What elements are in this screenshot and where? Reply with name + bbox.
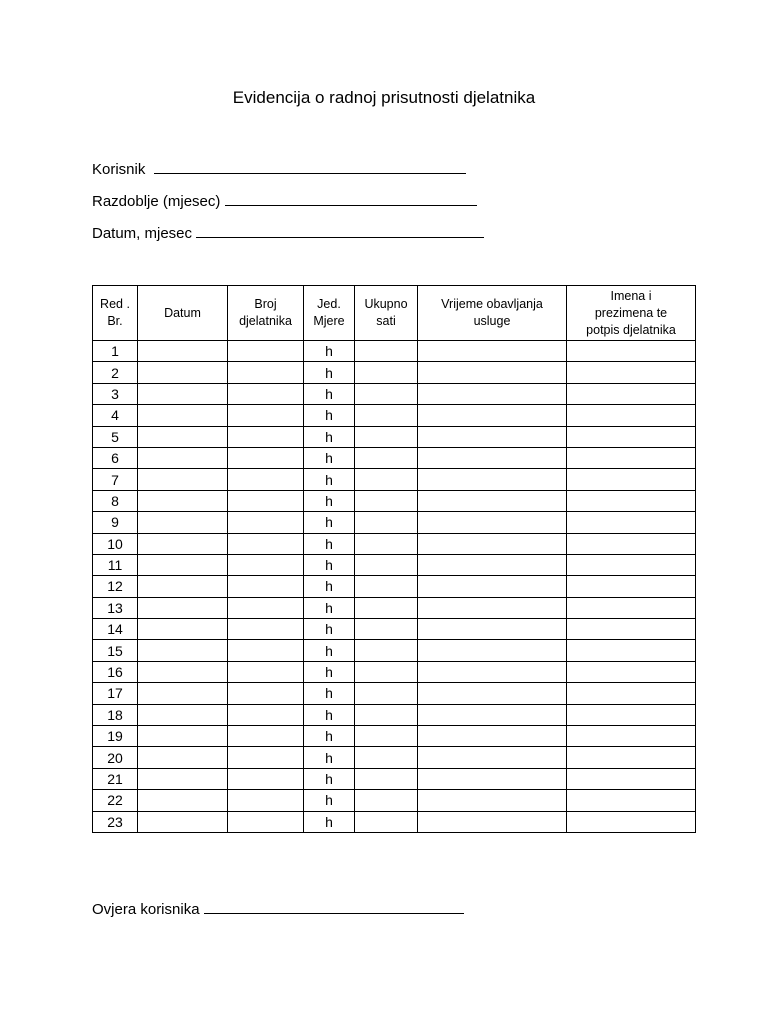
cell-jed-mjere: h: [304, 512, 355, 533]
cell-datum[interactable]: [138, 619, 228, 640]
row-number: 15: [93, 640, 138, 661]
cell-broj-djelatnika[interactable]: [228, 790, 304, 811]
table-row: [93, 490, 696, 511]
cell-broj-djelatnika[interactable]: [228, 768, 304, 789]
row-number: 17: [93, 683, 138, 704]
row-number: 1: [93, 341, 138, 362]
cell-vrijeme[interactable]: [418, 533, 567, 554]
table-row: [93, 383, 696, 404]
cell-imena-potpis[interactable]: [567, 704, 696, 725]
row-number: 22: [93, 790, 138, 811]
korisnik-input-line[interactable]: [154, 159, 466, 174]
table-row: [93, 362, 696, 383]
table-header-row: [93, 286, 696, 341]
cell-imena-potpis[interactable]: [567, 576, 696, 597]
row-number: 2: [93, 362, 138, 383]
cell-ukupno-sati[interactable]: [355, 447, 418, 468]
table-row: [93, 469, 696, 490]
table-row: [93, 576, 696, 597]
row-number: 7: [93, 469, 138, 490]
cell-datum[interactable]: [138, 554, 228, 575]
table-row: [93, 341, 696, 362]
cell-datum[interactable]: [138, 362, 228, 383]
cell-jed-mjere: h: [304, 683, 355, 704]
table-row: [93, 790, 696, 811]
cell-broj-djelatnika[interactable]: [228, 405, 304, 426]
cell-vrijeme[interactable]: [418, 704, 567, 725]
cell-jed-mjere: h: [304, 405, 355, 426]
cell-vrijeme[interactable]: [418, 447, 567, 468]
cell-vrijeme[interactable]: [418, 811, 567, 832]
row-number: 13: [93, 597, 138, 618]
row-number: 5: [93, 426, 138, 447]
table-row: [93, 726, 696, 747]
cell-ukupno-sati[interactable]: [355, 811, 418, 832]
table-body: [93, 341, 696, 833]
cell-imena-potpis[interactable]: [567, 640, 696, 661]
cell-jed-mjere: h: [304, 640, 355, 661]
cell-ukupno-sati[interactable]: [355, 640, 418, 661]
cell-datum[interactable]: [138, 811, 228, 832]
cell-jed-mjere: h: [304, 726, 355, 747]
cell-broj-djelatnika[interactable]: [228, 597, 304, 618]
row-number: 9: [93, 512, 138, 533]
cell-broj-djelatnika[interactable]: [228, 426, 304, 447]
row-number: 8: [93, 490, 138, 511]
row-number: 23: [93, 811, 138, 832]
cell-broj-djelatnika[interactable]: [228, 554, 304, 575]
datum-input-line[interactable]: [196, 223, 484, 238]
cell-ukupno-sati[interactable]: [355, 512, 418, 533]
table-row: [93, 640, 696, 661]
cell-broj-djelatnika[interactable]: [228, 383, 304, 404]
cell-datum[interactable]: [138, 469, 228, 490]
cell-vrijeme[interactable]: [418, 554, 567, 575]
cell-datum[interactable]: [138, 747, 228, 768]
cell-ukupno-sati[interactable]: [355, 661, 418, 682]
cell-vrijeme[interactable]: [418, 490, 567, 511]
razdoblje-field: [92, 191, 477, 210]
table-row: [93, 554, 696, 575]
cell-datum[interactable]: [138, 533, 228, 554]
ovjera-field: [92, 899, 464, 918]
cell-vrijeme[interactable]: [418, 726, 567, 747]
razdoblje-input-line[interactable]: [225, 191, 477, 206]
cell-broj-djelatnika[interactable]: [228, 447, 304, 468]
cell-vrijeme[interactable]: [418, 683, 567, 704]
table-row: [93, 447, 696, 468]
cell-vrijeme[interactable]: [418, 747, 567, 768]
row-number: 3: [93, 383, 138, 404]
datum-label: Datum, mjesec: [92, 225, 193, 242]
header-red-br: Red . Br.: [93, 286, 138, 341]
cell-imena-potpis[interactable]: [567, 341, 696, 362]
cell-vrijeme[interactable]: [418, 790, 567, 811]
row-number: 14: [93, 619, 138, 640]
cell-imena-potpis[interactable]: [567, 383, 696, 404]
cell-jed-mjere: h: [304, 661, 355, 682]
row-number: 4: [93, 405, 138, 426]
cell-broj-djelatnika[interactable]: [228, 362, 304, 383]
table-row: [93, 811, 696, 832]
cell-jed-mjere: h: [304, 554, 355, 575]
cell-jed-mjere: h: [304, 811, 355, 832]
cell-ukupno-sati[interactable]: [355, 341, 418, 362]
cell-imena-potpis[interactable]: [567, 597, 696, 618]
cell-jed-mjere: h: [304, 447, 355, 468]
cell-jed-mjere: h: [304, 619, 355, 640]
cell-vrijeme[interactable]: [418, 640, 567, 661]
cell-ukupno-sati[interactable]: [355, 790, 418, 811]
cell-vrijeme[interactable]: [418, 405, 567, 426]
cell-imena-potpis[interactable]: [567, 512, 696, 533]
cell-vrijeme[interactable]: [418, 341, 567, 362]
cell-ukupno-sati[interactable]: [355, 768, 418, 789]
table-row: [93, 704, 696, 725]
cell-imena-potpis[interactable]: [567, 790, 696, 811]
cell-ukupno-sati[interactable]: [355, 383, 418, 404]
datum-field: [92, 223, 484, 242]
cell-broj-djelatnika[interactable]: [228, 619, 304, 640]
table-row: [93, 426, 696, 447]
cell-jed-mjere: h: [304, 597, 355, 618]
cell-broj-djelatnika[interactable]: [228, 341, 304, 362]
cell-ukupno-sati[interactable]: [355, 490, 418, 511]
cell-datum[interactable]: [138, 704, 228, 725]
cell-imena-potpis[interactable]: [567, 619, 696, 640]
cell-ukupno-sati[interactable]: [355, 704, 418, 725]
cell-broj-djelatnika[interactable]: [228, 683, 304, 704]
cell-imena-potpis[interactable]: [567, 683, 696, 704]
header-datum: Datum: [138, 286, 228, 341]
table-row: [93, 619, 696, 640]
cell-jed-mjere: h: [304, 469, 355, 490]
cell-vrijeme[interactable]: [418, 469, 567, 490]
row-number: 18: [93, 704, 138, 725]
cell-broj-djelatnika[interactable]: [228, 811, 304, 832]
cell-jed-mjere: h: [304, 704, 355, 725]
cell-datum[interactable]: [138, 383, 228, 404]
cell-datum[interactable]: [138, 640, 228, 661]
cell-ukupno-sati[interactable]: [355, 683, 418, 704]
cell-vrijeme[interactable]: [418, 383, 567, 404]
header-jed-mjere: Jed. Mjere: [304, 286, 355, 341]
cell-imena-potpis[interactable]: [567, 490, 696, 511]
cell-datum[interactable]: [138, 426, 228, 447]
cell-broj-djelatnika[interactable]: [228, 661, 304, 682]
row-number: 21: [93, 768, 138, 789]
cell-ukupno-sati[interactable]: [355, 405, 418, 426]
cell-broj-djelatnika[interactable]: [228, 747, 304, 768]
table-row: [93, 597, 696, 618]
cell-vrijeme[interactable]: [418, 661, 567, 682]
cell-imena-potpis[interactable]: [567, 768, 696, 789]
row-number: 20: [93, 747, 138, 768]
attendance-table: [92, 285, 696, 833]
table-row: [93, 683, 696, 704]
cell-datum[interactable]: [138, 490, 228, 511]
row-number: 11: [93, 554, 138, 575]
cell-datum[interactable]: [138, 341, 228, 362]
cell-broj-djelatnika[interactable]: [228, 640, 304, 661]
cell-imena-potpis[interactable]: [567, 469, 696, 490]
cell-jed-mjere: h: [304, 768, 355, 789]
cell-jed-mjere: h: [304, 383, 355, 404]
cell-broj-djelatnika[interactable]: [228, 490, 304, 511]
header-broj-djelatnika: Broj djelatnika: [228, 286, 304, 341]
cell-imena-potpis[interactable]: [567, 362, 696, 383]
cell-jed-mjere: h: [304, 533, 355, 554]
cell-ukupno-sati[interactable]: [355, 426, 418, 447]
cell-datum[interactable]: [138, 512, 228, 533]
header-imena-potpis: Imena i prezimena te potpis djelatnika: [567, 286, 696, 341]
ovjera-label: Ovjera korisnika: [92, 901, 200, 918]
cell-imena-potpis[interactable]: [567, 447, 696, 468]
cell-jed-mjere: h: [304, 426, 355, 447]
header-ukupno-sati: Ukupno sati: [355, 286, 418, 341]
cell-ukupno-sati[interactable]: [355, 619, 418, 640]
cell-ukupno-sati[interactable]: [355, 726, 418, 747]
cell-datum[interactable]: [138, 726, 228, 747]
cell-datum[interactable]: [138, 597, 228, 618]
cell-imena-potpis[interactable]: [567, 426, 696, 447]
korisnik-label: Korisnik: [92, 161, 146, 178]
cell-imena-potpis[interactable]: [567, 747, 696, 768]
cell-ukupno-sati[interactable]: [355, 554, 418, 575]
cell-vrijeme[interactable]: [418, 576, 567, 597]
cell-imena-potpis[interactable]: [567, 811, 696, 832]
cell-ukupno-sati[interactable]: [355, 747, 418, 768]
cell-vrijeme[interactable]: [418, 768, 567, 789]
cell-imena-potpis[interactable]: [567, 661, 696, 682]
cell-imena-potpis[interactable]: [567, 533, 696, 554]
ovjera-input-line[interactable]: [204, 899, 464, 914]
cell-broj-djelatnika[interactable]: [228, 512, 304, 533]
row-number: 6: [93, 447, 138, 468]
cell-datum[interactable]: [138, 790, 228, 811]
cell-datum[interactable]: [138, 768, 228, 789]
cell-datum[interactable]: [138, 405, 228, 426]
table-row: [93, 768, 696, 789]
row-number: 16: [93, 661, 138, 682]
row-number: 19: [93, 726, 138, 747]
cell-vrijeme[interactable]: [418, 597, 567, 618]
row-number: 12: [93, 576, 138, 597]
cell-vrijeme[interactable]: [418, 426, 567, 447]
table-row: [93, 747, 696, 768]
cell-ukupno-sati[interactable]: [355, 576, 418, 597]
header-vrijeme: Vrijeme obavljanja usluge: [418, 286, 567, 341]
table-row: [93, 661, 696, 682]
korisnik-field: [92, 159, 466, 178]
table-row: [93, 512, 696, 533]
cell-jed-mjere: h: [304, 576, 355, 597]
cell-imena-potpis[interactable]: [567, 405, 696, 426]
cell-ukupno-sati[interactable]: [355, 597, 418, 618]
cell-datum[interactable]: [138, 661, 228, 682]
table-row: [93, 533, 696, 554]
cell-jed-mjere: h: [304, 341, 355, 362]
table-row: [93, 405, 696, 426]
cell-jed-mjere: h: [304, 747, 355, 768]
cell-broj-djelatnika[interactable]: [228, 576, 304, 597]
cell-datum[interactable]: [138, 683, 228, 704]
cell-ukupno-sati[interactable]: [355, 533, 418, 554]
cell-jed-mjere: h: [304, 362, 355, 383]
razdoblje-label: Razdoblje (mjesec): [92, 193, 221, 210]
row-number: 10: [93, 533, 138, 554]
cell-datum[interactable]: [138, 447, 228, 468]
cell-ukupno-sati[interactable]: [355, 362, 418, 383]
cell-ukupno-sati[interactable]: [355, 469, 418, 490]
cell-datum[interactable]: [138, 576, 228, 597]
cell-broj-djelatnika[interactable]: [228, 726, 304, 747]
cell-vrijeme[interactable]: [418, 619, 567, 640]
cell-jed-mjere: h: [304, 790, 355, 811]
cell-broj-djelatnika[interactable]: [228, 469, 304, 490]
cell-imena-potpis[interactable]: [567, 554, 696, 575]
cell-jed-mjere: h: [304, 490, 355, 511]
document-title: Evidencija o radnoj prisutnosti djelatnika: [232, 88, 536, 107]
cell-broj-djelatnika[interactable]: [228, 533, 304, 554]
cell-vrijeme[interactable]: [418, 512, 567, 533]
cell-vrijeme[interactable]: [418, 362, 567, 383]
cell-imena-potpis[interactable]: [567, 726, 696, 747]
cell-broj-djelatnika[interactable]: [228, 704, 304, 725]
